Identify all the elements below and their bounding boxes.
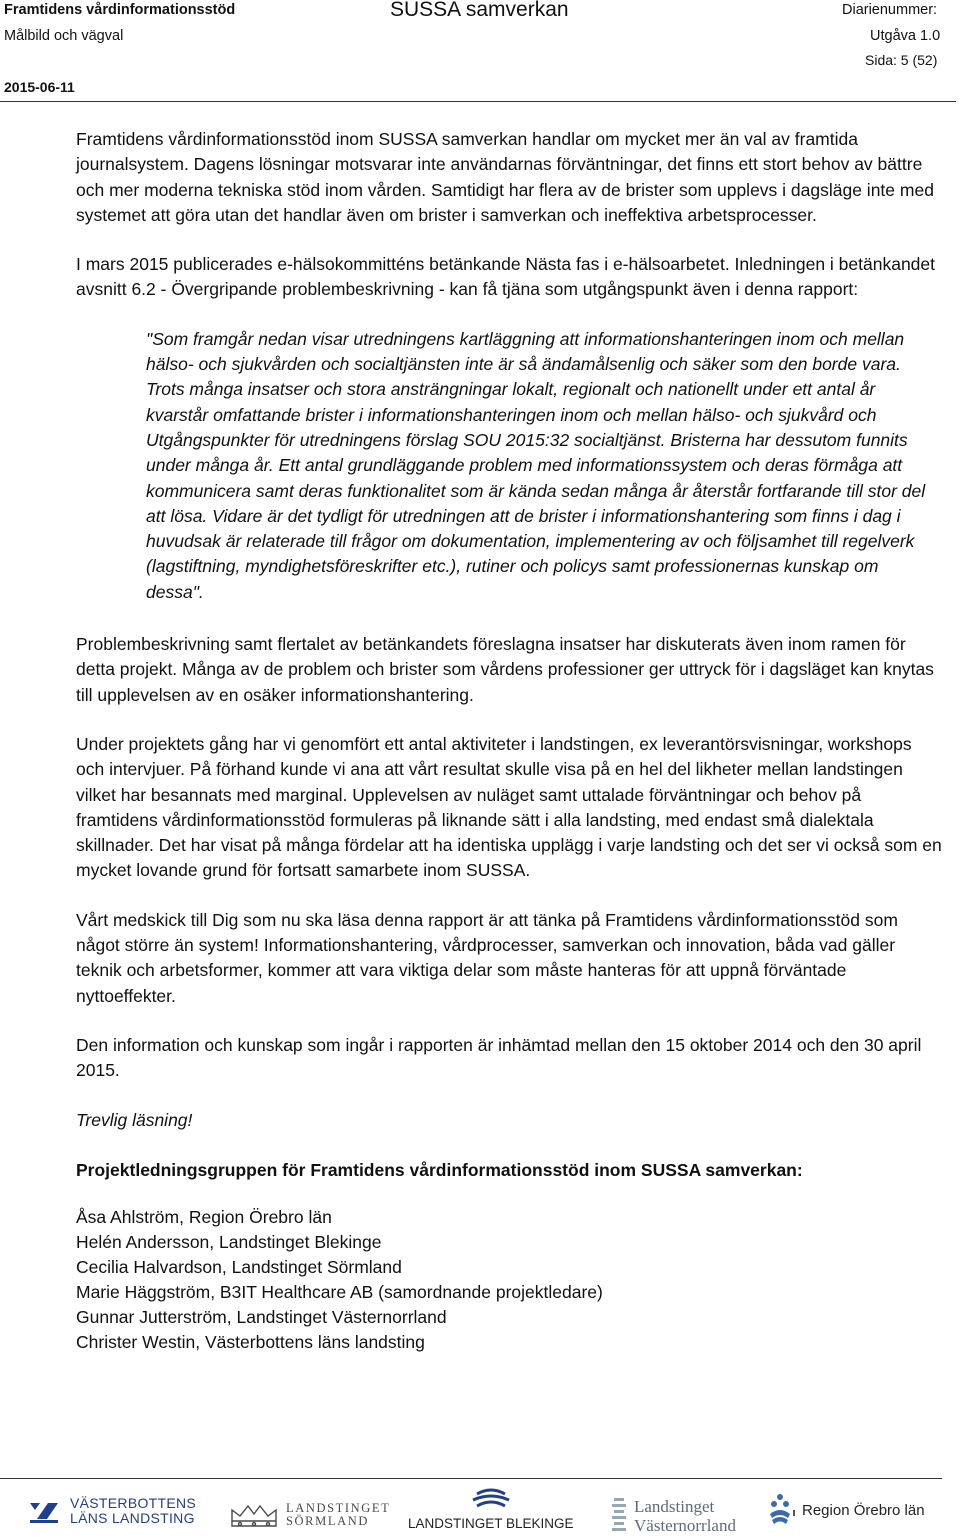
orebro-emblem-icon: [766, 1492, 796, 1528]
sormland-crown-icon: [228, 1500, 280, 1530]
header-organization: Framtidens vårdinformationsstöd: [4, 2, 236, 18]
page-header: [0, 0, 960, 104]
orebro-logo-text: Region Örebro län: [802, 1501, 925, 1519]
document-title: SUSSA samverkan: [390, 0, 569, 21]
diarienummer-label: Diarienummer:: [842, 2, 938, 18]
logo-text-line: SÖRMLAND: [286, 1514, 369, 1528]
vasternorrland-emblem-icon: [610, 1496, 628, 1536]
vasterbotten-emblem-icon: [28, 1497, 60, 1525]
page-number: Sida: 5 (52): [865, 52, 938, 68]
paragraph-activities: Under projektets gång har vi genomfört ett antal aktiviteter i landstingen, ex leverantörsvisningar, workshops och intervjuer. På förhand kunde vi ana att vårt resultat skulle visa på en hel del likheter mellan landstingen vilket har besannats med marginal. Upplevelsen av nuläget samt uttalade förväntningar och behov på framtidens vårdinformationsstöd formuleras på liknande sätt i alla landsting, med endast små dialektala skillnader. Det har visat på många fördelar att ha identiska upplägg i varje landsting och det ser vi också som en mycket lovande grund för fortsatt samarbete inom SUSSA.: [76, 733, 942, 881]
sormland-logo-text: [286, 1502, 390, 1528]
vasternorrland-logo-text: [634, 1497, 736, 1535]
paragraph-intro: Framtidens vårdinformationsstöd inom SUSSA samverkan handlar om mycket mer än val av framtida journalsystem. Dagens lösningar motsvarar inte användarnas förväntningar, det finns ett stort behov av bättre och mer moderna tekniska stöd inom vården. Samtidigt har flera av de brister som upplevs i dagsläge inte med systemet att göra utan det handlar även om brister i samverkan och ineffektiva arbetsprocesser.: [76, 129, 934, 225]
closing-greeting: Trevlig läsning!: [76, 1109, 193, 1130]
list-item: Christer Westin, Västerbottens läns landsting: [76, 1331, 425, 1352]
group-title: Projektledningsgruppen för Framtidens vårdinformationsstöd inom SUSSA samverkan:: [76, 1159, 803, 1180]
logo-text-line: LÄNS LANDSTING: [70, 1510, 195, 1526]
list-item: Cecilia Halvardson, Landstinget Sörmland: [76, 1256, 402, 1277]
vasterbotten-logo-text: [70, 1496, 196, 1526]
orebro-logo: [766, 1492, 925, 1528]
document-body: [76, 127, 942, 1355]
paragraph-message: Vårt medskick till Dig som nu ska läsa denna rapport är att tänka på Framtidens vårdinformationsstöd som något större än system! Informationshantering, vårdprocesser, samverkan och innovation, båda vad gäller teknik och arbetsformer, kommer att vara viktiga delar som måste hanteras för att uppnå förväntade nyttoeffekter.: [76, 909, 898, 1006]
member-list: [76, 1205, 942, 1355]
vasternorrland-logo: [610, 1496, 736, 1536]
list-item: Gunnar Jutterström, Landstinget Västernorrland: [76, 1306, 447, 1327]
logo-text-line: Landstinget: [634, 1497, 715, 1516]
list-item: Åsa Ahlström, Region Örebro län: [76, 1206, 332, 1227]
blekinge-logo: [408, 1486, 574, 1531]
header-subtitle: Målbild och vägval: [4, 28, 124, 44]
vasterbotten-logo: [28, 1496, 196, 1526]
header-divider: [0, 101, 956, 102]
paragraph-problem: Problembeskrivning samt flertalet av betänkandets föreslagna insatser har diskuterats även inom ramen för detta projekt. Många av de problem och brister som vårdens professioner ger uttryck för i dagsläget kan knytas till upplevelsen av en osäker informationshantering.: [76, 634, 934, 705]
logo-text-line: LANDSTINGET: [286, 1501, 391, 1515]
paragraph-period: Den information och kunskap som ingår i rapporten är inhämtad mellan den 15 oktober 2014 och den 30 april 2015.: [76, 1034, 922, 1081]
blekinge-logo-text: LANDSTINGET BLEKINGE: [408, 1516, 574, 1531]
logo-text-line: VÄSTERBOTTENS: [70, 1495, 197, 1511]
footer-divider: [0, 1478, 942, 1479]
quote-block: "Som framgår nedan visar utredningens kartläggning att informationshanteringen inom och mellan hälso- och sjukvården och socialtjänsten inte är så ändamålsenlig och säker som den borde vara. Trots många insatser och stora ansträngningar lokalt, regionalt och nationellt under ett antal år kvarstår omfattande brister i informationshanteringen inom och mellan hälso- och sjukvård och Utgångspunkter för utredningens förslag SOU 2015:32 socialtjänst. Bristerna har dessutom funnits under många år. Ett antal grundläggande problem med informationssystem och deras förmåga att kommunicera samt deras funktionalitet som är kända sedan många år återstår fortfarande till stor del att lösa. Vidare är det tydligt för utredningen att de brister i informationshantering som finns i dag i huvudsak är relaterade till frågor om dokumentation, implementering av och följsamhet till regelverk (lagstiftning, myndighetsföreskrifter etc.), rutiner och policys samt professionernas kunskap om dessa".: [146, 328, 926, 602]
paragraph-ehalso: I mars 2015 publicerades e-hälsokommitténs betänkande Nästa fas i e-hälsoarbetet. Inledningen i betänkandet avsnitt 6.2 - Övergripande problembeskrivning - kan få tjäna som utgångspunkt även i denna rapport:: [76, 254, 936, 300]
blekinge-wave-icon: [461, 1486, 521, 1514]
list-item: Helén Andersson, Landstinget Blekinge: [76, 1231, 382, 1252]
sormland-logo: [228, 1500, 390, 1530]
header-date: 2015-06-11: [4, 79, 75, 95]
logo-text-line: Västernorrland: [634, 1516, 736, 1535]
page-footer: [0, 1484, 960, 1540]
list-item: Marie Häggström, B3IT Healthcare AB (samordnande projektledare): [76, 1281, 603, 1302]
version-label: Utgåva 1.0: [870, 28, 941, 44]
